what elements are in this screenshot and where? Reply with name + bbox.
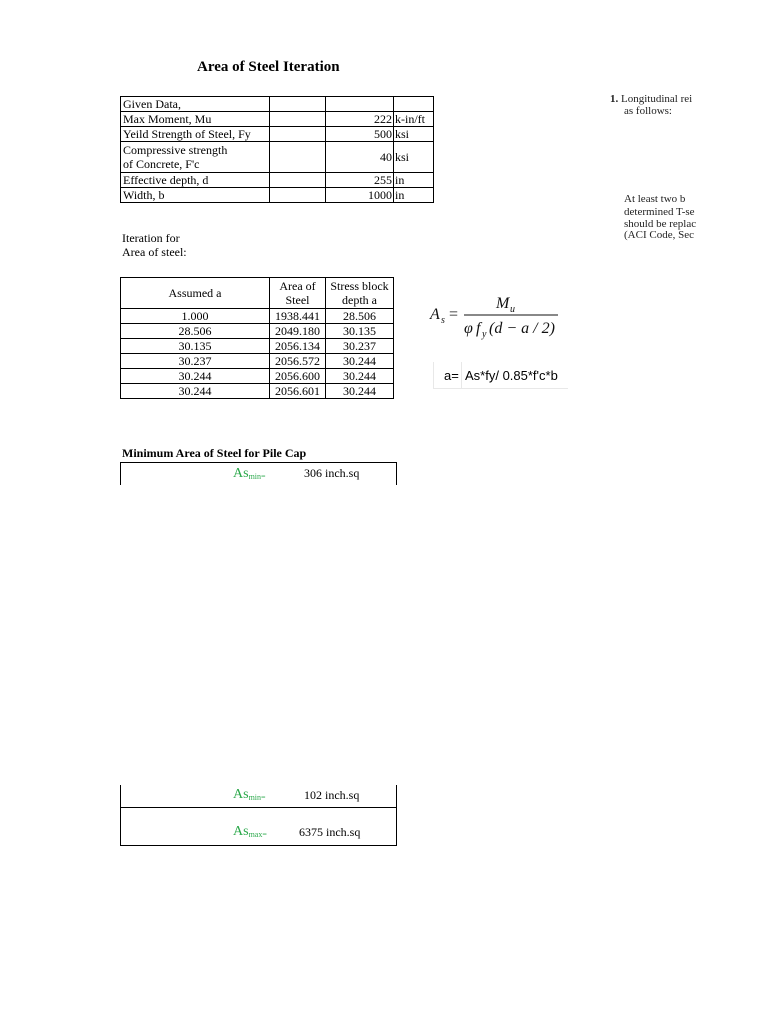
formula-lhs: A: [430, 306, 440, 323]
given-unit[interactable]: in: [394, 173, 434, 188]
given-label[interactable]: Given Data,: [121, 97, 270, 112]
table-row: 28.506 2049.180 30.135: [121, 324, 394, 339]
given-value[interactable]: 222: [326, 112, 394, 127]
given-label[interactable]: Effective depth, d: [121, 173, 270, 188]
table-row: [121, 173, 434, 188]
given-label[interactable]: Width, b: [121, 188, 270, 203]
asmin-value: 306 inch.sq: [304, 466, 360, 480]
min-area-heading: Minimum Area of Steel for Pile Cap: [122, 446, 307, 460]
table-row: 30.244 2056.600 30.244: [121, 369, 394, 384]
asmax-value: 6375 inch.sq: [299, 825, 361, 839]
table-header-row: [121, 278, 394, 309]
given-value[interactable]: 40: [326, 142, 394, 173]
formula-f: f: [476, 320, 481, 337]
given-value[interactable]: 500: [326, 127, 394, 142]
table-row: [121, 97, 434, 112]
formula-numerator: M: [496, 295, 510, 312]
given-label[interactable]: Compressive strength of Concrete, F'c: [121, 142, 270, 173]
formula-lhs-sub: s: [441, 315, 445, 326]
table-row: 30.135 2056.134 30.237: [121, 339, 394, 354]
given-unit[interactable]: k-in/ft: [394, 112, 434, 127]
table-row: [121, 142, 434, 173]
asmin-label: $As_{min=}$: [233, 466, 266, 481]
given-label[interactable]: Yeild Strength of Steel, Fy: [121, 127, 270, 142]
asmin-cell-1[interactable]: [120, 462, 397, 485]
given-label[interactable]: Max Moment, Mu: [121, 112, 270, 127]
side-note-2: At least two b: [624, 194, 686, 205]
asmax-label: $As_{max=}$: [233, 824, 267, 839]
given-data-table: [120, 96, 434, 203]
given-value[interactable]: 1000: [326, 188, 394, 203]
asmin-cell-2[interactable]: [120, 785, 397, 808]
header-assumed-a[interactable]: Assumed a: [121, 278, 270, 309]
table-row: 1.000 1938.441 28.506: [121, 309, 394, 324]
area-of-steel-formula-image: [426, 290, 566, 340]
given-unit[interactable]: in: [394, 188, 434, 203]
table-row: [121, 112, 434, 127]
formula-denominator-rest: (d − a / 2): [489, 320, 555, 337]
iteration-label: Iteration for Area of steel:: [122, 231, 187, 259]
table-row: [121, 127, 434, 142]
given-unit[interactable]: ksi: [394, 127, 434, 142]
formula-a-rhs: As*fy/ 0.85*f'c*b: [465, 368, 558, 383]
formula-f-sub: y: [482, 329, 487, 340]
page-title: Area of Steel Iteration: [197, 59, 340, 75]
asmax-cell[interactable]: [120, 808, 397, 846]
side-note-3: determined T-se should be replac (ACI Code, Sec: [624, 207, 697, 241]
formula-numerator-sub: u: [510, 304, 515, 315]
asmin-label: $As_{min=}$: [233, 787, 266, 802]
table-row: 30.244 2056.601 30.244: [121, 384, 394, 399]
stress-block-formula-image: [433, 362, 568, 389]
formula-phi: φ: [464, 320, 473, 337]
formula-equals: =: [449, 306, 459, 323]
side-note-1: 1. Longitudinal rei as follows:: [610, 94, 693, 117]
header-area-of-steel[interactable]: Area of Steel: [270, 278, 326, 309]
given-unit[interactable]: ksi: [394, 142, 434, 173]
iteration-table: [120, 277, 394, 399]
given-value[interactable]: 255: [326, 173, 394, 188]
table-row: [121, 188, 434, 203]
asmin-value: 102 inch.sq: [304, 788, 360, 802]
table-row: 30.237 2056.572 30.244: [121, 354, 394, 369]
header-stress-block-depth[interactable]: Stress block depth a: [326, 278, 394, 309]
formula-a-lhs: a=: [444, 368, 459, 383]
